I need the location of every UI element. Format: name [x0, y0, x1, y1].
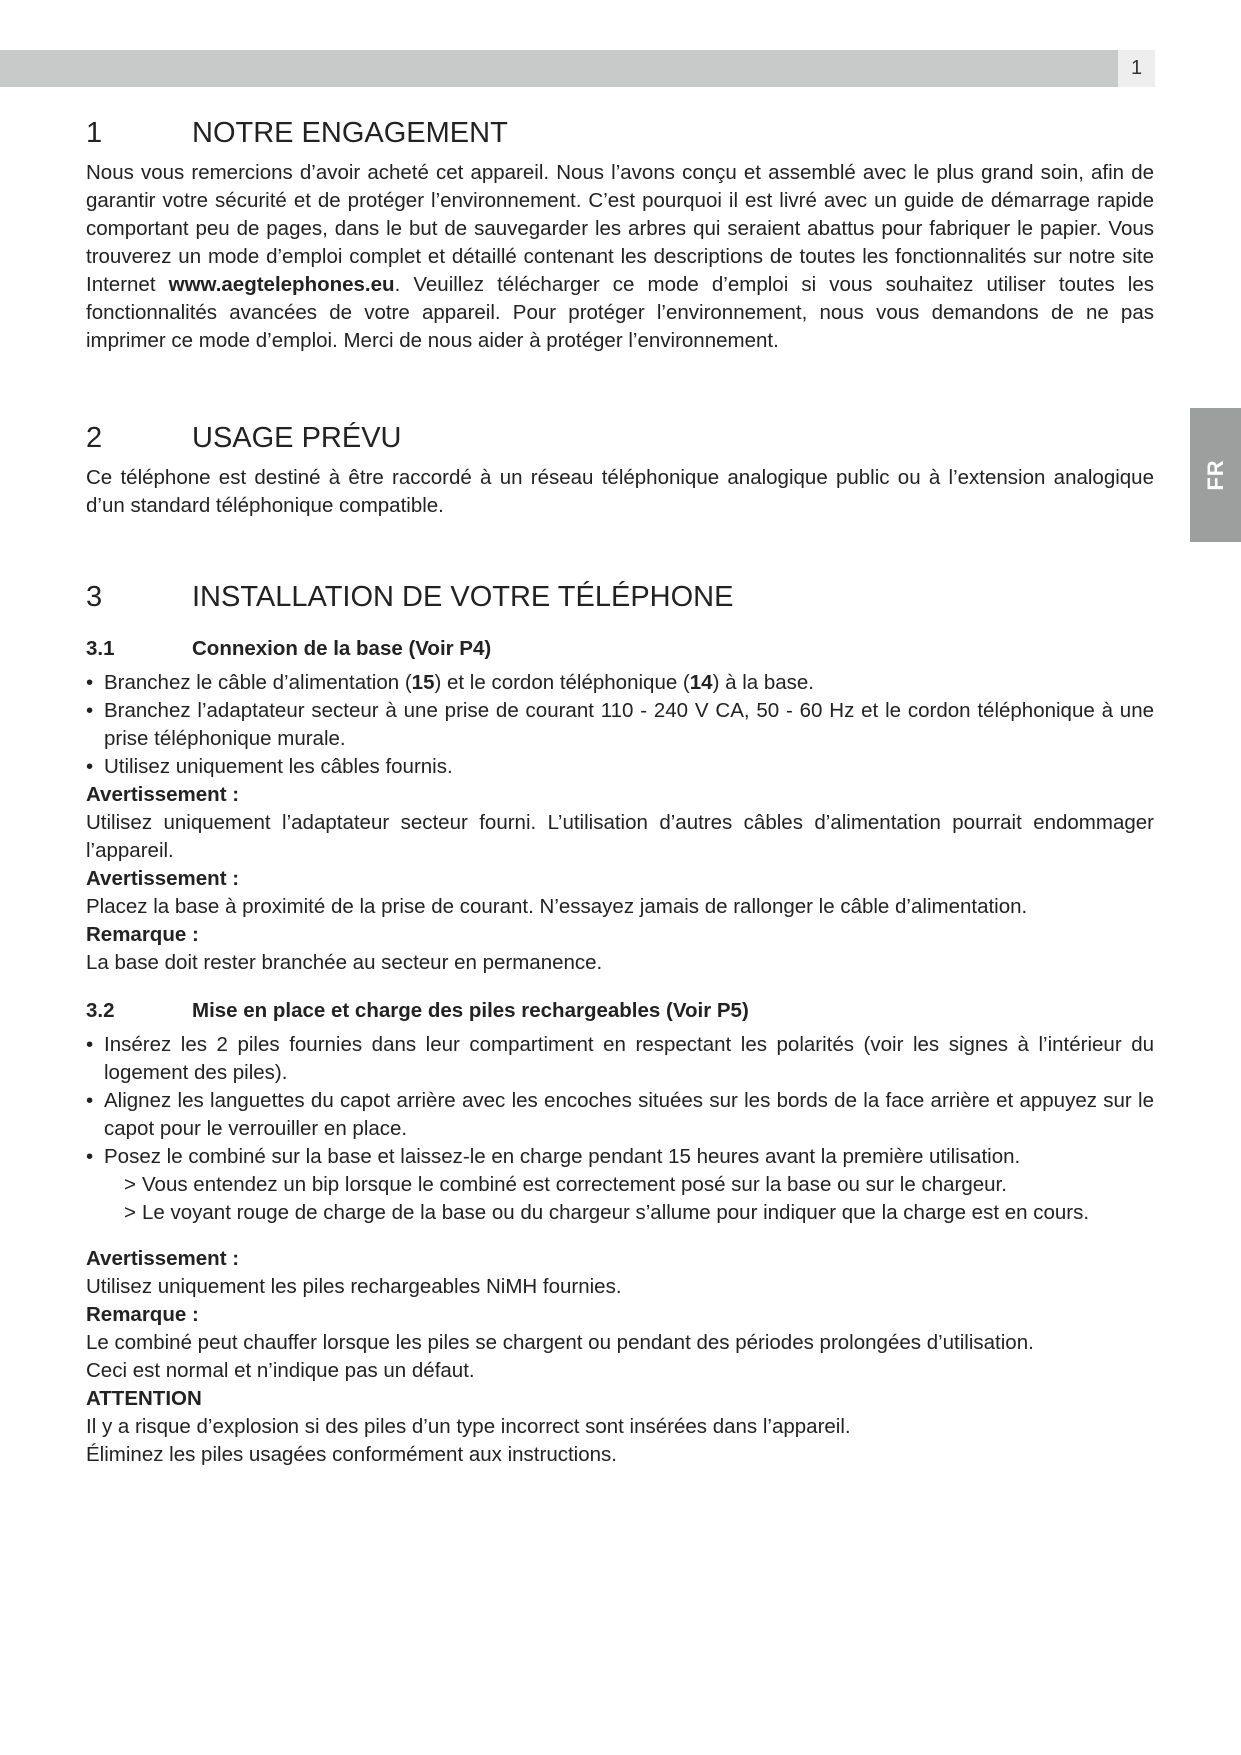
step-text: ) et le cordon téléphonique (: [434, 671, 690, 694]
section-3-heading: [86, 577, 1154, 617]
section-2-heading: [86, 418, 1154, 458]
attention-text: Il y a risque d’explosion si des piles d’un type incorrect sont insérées dans l’appareil.: [86, 1415, 851, 1438]
step-text: Branchez le câble d’alimentation (: [104, 671, 412, 694]
warning-text: Utilisez uniquement les piles rechargeables NiMH fournies.: [86, 1275, 622, 1298]
header-bar: [0, 50, 1118, 87]
subsection-3-1-title: Connexion de la base (Voir P4): [192, 637, 492, 660]
attention-text: Éliminez les piles usagées conformément aux instructions.: [86, 1443, 617, 1466]
list-item: • Insérez les 2 piles fournies dans leur compartiment en respectant les polarités (voir les signes à l’intérieur du logement des piles).: [86, 1031, 1154, 1087]
sub-list: [104, 1171, 1154, 1227]
subsection-3-1-number: 3.1: [86, 637, 115, 660]
section-1-text-a: Nous vous remercions d’avoir acheté cet appareil. Nous l’avons conçu et assemblé avec le plus grand soin, afin de garantir votre sécurité et de protéger l’environnement. C’est pourquoi il est livré avec un guide de démarrage rapide comportant peu de pages, dans le but de sauvegarder les arbres qui seraient abattus pour fabriquer le papier. Vous trouverez un mode d’emploi complet et détaillé contenant les descriptions de toutes les fonctionnalités sur notre site Internet: [86, 161, 1154, 296]
warning-text: Utilisez uniquement l’adaptateur secteur fourni. L’utilisation d’autres câbles d’alimentation pourrait endommager l’appareil.: [86, 811, 1154, 862]
section-1-number: 1: [86, 117, 103, 149]
page-number: 1: [1118, 50, 1155, 87]
language-tab: [1190, 408, 1241, 542]
list-item: • Branchez l’adaptateur secteur à une prise de courant 110 - 240 V CA, 50 - 60 Hz et le cordon téléphonique à une prise téléphonique murale.: [86, 697, 1154, 753]
section-2-title: USAGE PRÉVU: [192, 422, 402, 454]
remark-text: La base doit rester branchée au secteur en permanence.: [86, 951, 603, 974]
section-1-heading: [86, 113, 1154, 153]
subsection-3-1-heading: [86, 635, 1154, 663]
section-3-title: INSTALLATION DE VOTRE TÉLÉPHONE: [192, 581, 734, 613]
part-number: 14: [689, 671, 713, 694]
sub-list-item: > Le voyant rouge de charge de la base ou du chargeur s’allume pour indiquer que la charge est en cours.: [122, 1199, 1154, 1227]
list-item: • Utilisez uniquement les câbles fournis.: [86, 753, 1154, 781]
list-item: [86, 669, 1154, 697]
remark-label: Remarque :: [86, 1303, 199, 1326]
remark-label: Remarque :: [86, 923, 199, 946]
remark-text: Ceci est normal et n’indique pas un défaut.: [86, 1359, 475, 1382]
remark-text: Le combiné peut chauffer lorsque les piles se chargent ou pendant des périodes prolongées d’utilisation.: [86, 1331, 1034, 1354]
section-2-number: 2: [86, 422, 103, 454]
section-1-paragraph: [86, 159, 1154, 355]
subsection-3-2-title: Mise en place et charge des piles rechargeables (Voir P5): [192, 999, 749, 1022]
step-text: Posez le combiné sur la base et laissez-le en charge pendant 15 heures avant la première utilisation.: [104, 1145, 1021, 1168]
step-text: ) à la base.: [712, 671, 814, 694]
warning-label: Avertissement :: [86, 783, 240, 806]
document-body: [86, 113, 1154, 1469]
connection-steps: [86, 669, 1154, 781]
section-3-number: 3: [86, 581, 103, 613]
attention-label: ATTENTION: [86, 1387, 202, 1410]
section-1-title: NOTRE ENGAGEMENT: [192, 117, 508, 149]
subsection-3-2-number: 3.2: [86, 999, 115, 1022]
website-link[interactable]: www.aegtelephones.eu: [168, 273, 395, 296]
warning-label: Avertissement :: [86, 1247, 240, 1270]
subsection-3-2-heading: [86, 997, 1154, 1025]
part-number: 15: [411, 671, 435, 694]
list-item: [86, 1143, 1154, 1227]
list-item: • Alignez les languettes du capot arrière avec les encoches situées sur les bords de la face arrière et appuyez sur le capot pour le verrouiller en place.: [86, 1087, 1154, 1143]
section-2-paragraph: Ce téléphone est destiné à être raccordé à un réseau téléphonique analogique public ou à l’extension analogique d’un standard téléphonique compatible.: [86, 466, 1154, 517]
warning-text: Placez la base à proximité de la prise de courant. N’essayez jamais de rallonger le câble d’alimentation.: [86, 895, 1028, 918]
sub-list-item: > Vous entendez un bip lorsque le combiné est correctement posé sur la base ou sur le chargeur.: [122, 1171, 1154, 1199]
battery-steps: [86, 1031, 1154, 1227]
language-tab-label: FR: [1202, 459, 1228, 491]
warning-label: Avertissement :: [86, 867, 240, 890]
section-1-text-b: . Veuillez télécharger ce mode d’emploi si vous souhaitez utiliser toutes les fonctionnalités avancées de votre appareil. Pour protéger l’environnement, nous vous demandons de ne pas imprimer ce mode d’emploi. Merci de nous aider à protéger l’environnement.: [86, 273, 1154, 352]
